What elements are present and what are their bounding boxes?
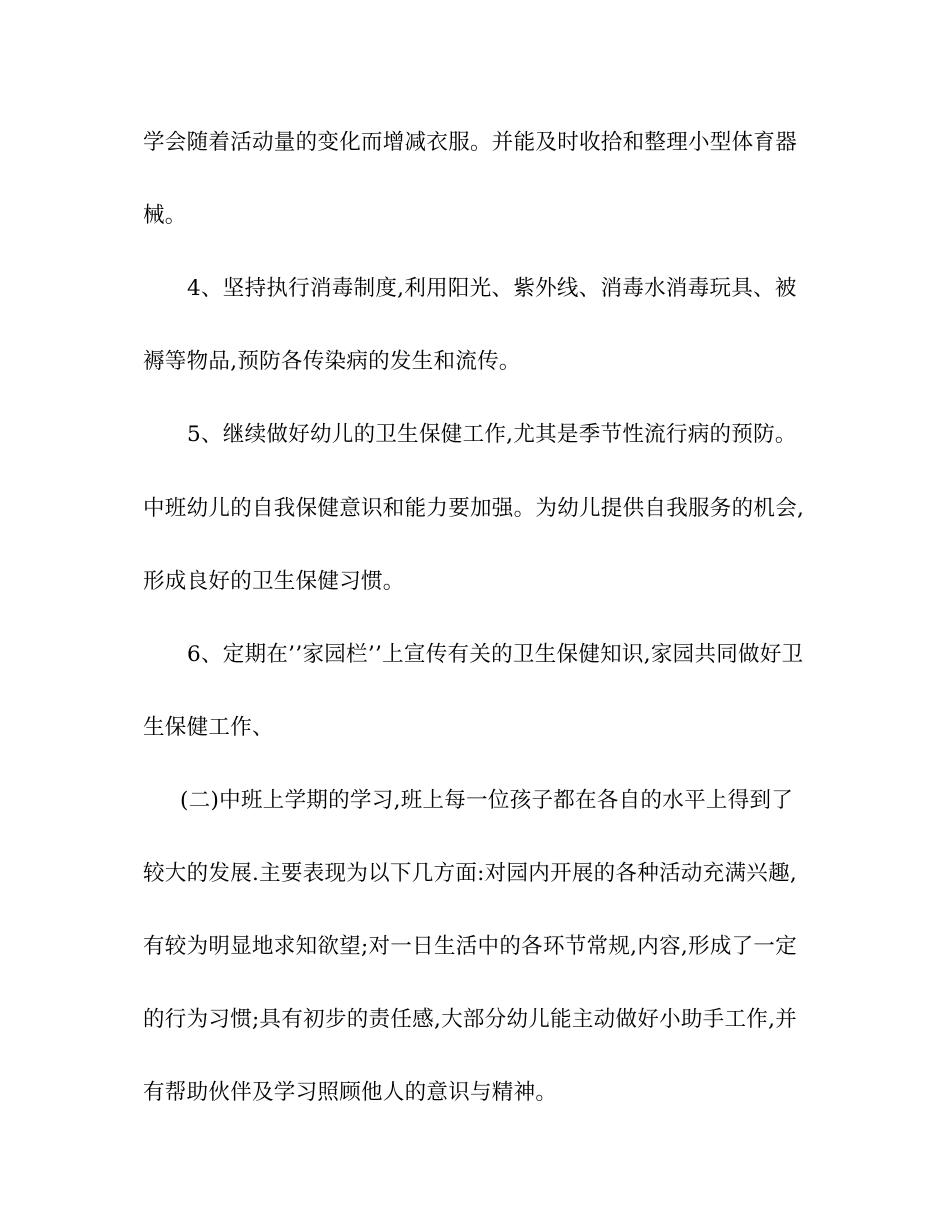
text-line: 械。 (143, 203, 187, 228)
text-line: 有帮助伙伴及学习照顾他人的意识与精神。 (143, 1080, 558, 1105)
text-line: 学会随着活动量的变化而增减衣服。并能及时收拾和整理小型体育器 (143, 130, 798, 155)
text-line: 形成良好的卫生保健习惯。 (143, 569, 405, 594)
text-line: 中班幼儿的自我保健意识和能力要加强。为幼儿提供自我服务的机会, (143, 496, 805, 521)
text-line: 6、定期在’’家园栏’’上宣传有关的卫生保健知识,家园共同做好卫 (187, 642, 804, 667)
text-line: 褥等物品,预防各传染病的发生和流传。 (143, 349, 521, 374)
text-line: 的行为习惯;具有初步的责任感,大部分幼儿能主动做好小助手工作,并 (143, 1007, 798, 1032)
text-line: (二)中班上学期的学习,班上每一位孩子都在各自的水平上得到了 (180, 788, 794, 813)
text-line: 较大的发展.主要表现为以下几方面:对园内开展的各种活动充满兴趣, (143, 861, 798, 886)
text-line: 有较为明显地求知欲望;对一日生活中的各环节常规,内容,形成了一定 (143, 934, 798, 959)
text-line: 4、坚持执行消毒制度,利用阳光、紫外线、消毒水消毒玩具、被 (187, 276, 797, 301)
text-line: 生保健工作、 (143, 715, 274, 740)
text-line: 5、继续做好幼儿的卫生保健工作,尤其是季节性流行病的预防。 (187, 422, 797, 447)
